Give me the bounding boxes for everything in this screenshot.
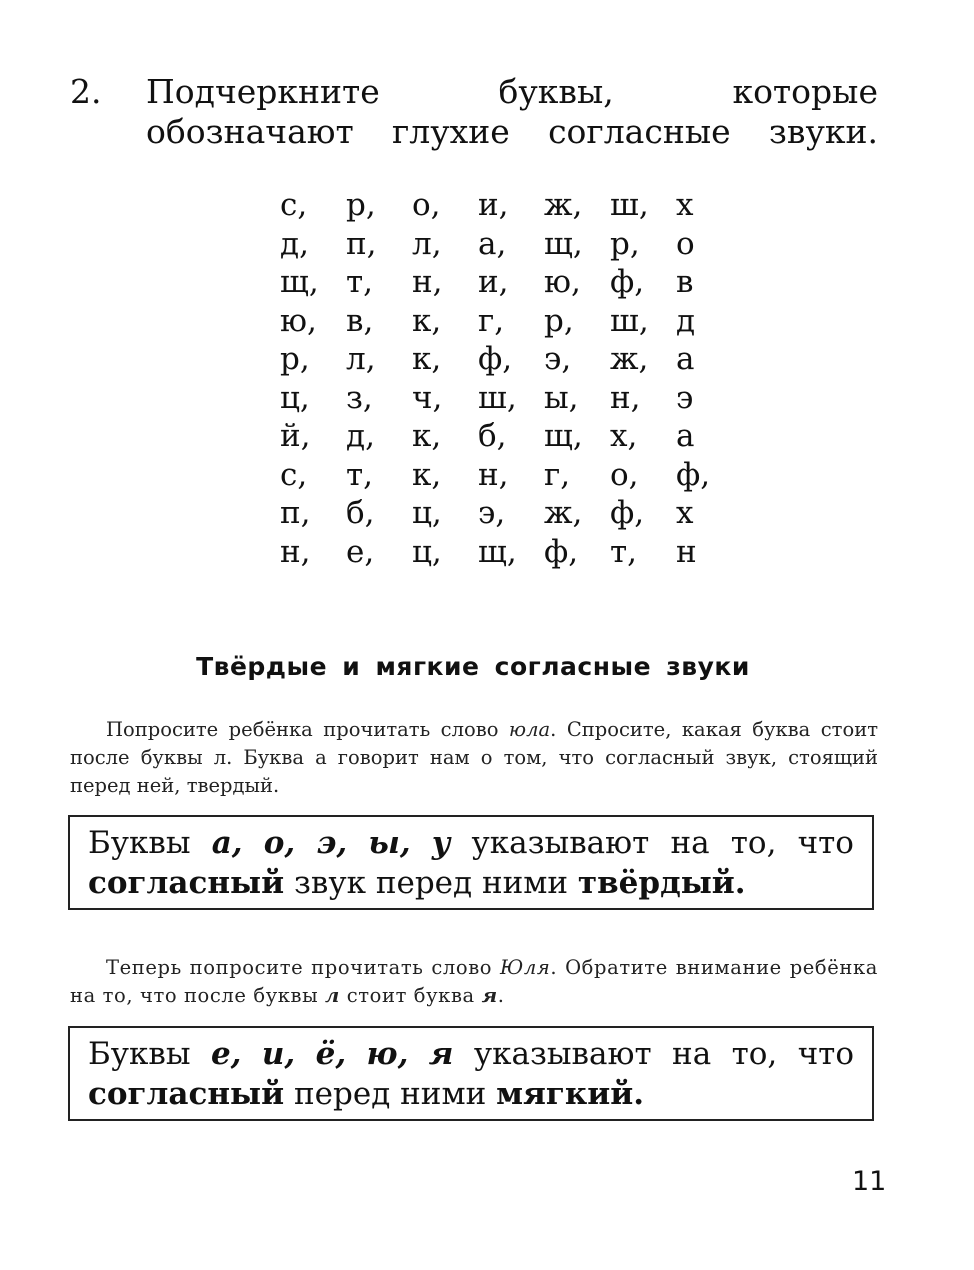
rule-box-soft [68,1026,874,1121]
vowel-letter: у [431,825,451,861]
letter-cell[interactable]: ы, [544,379,579,416]
letter-grid-row [280,417,742,456]
letter-cell[interactable]: и, [478,264,509,300]
rule-line-2: согласный звук перед ними твёрдый. [88,865,746,901]
section-title: Твёрдые и мягкие согласные звуки [196,652,750,681]
letter-cell[interactable]: р, [610,225,640,262]
letter-cell[interactable]: щ, [544,225,583,262]
letter-cell[interactable]: в, [346,302,374,339]
letter-cell[interactable]: р, [280,341,310,377]
letter-cell[interactable]: и, [478,187,509,223]
vowel-letter: э, [316,825,348,861]
instruction-word: обозначают [146,112,354,151]
letter-cell[interactable]: щ, [280,264,319,300]
letter-cell[interactable]: а, [478,225,507,262]
instruction-word: глухие [392,112,510,151]
rule-box-hard [68,815,874,910]
instruction-word: Подчеркните [146,72,380,111]
instruction-word: согласные [548,112,731,151]
letter-grid-row [280,340,742,379]
letter-cell[interactable]: а [676,418,695,454]
letter-cell[interactable]: д, [280,225,309,262]
vowel-letter: ю, [366,1036,409,1072]
letter-cell[interactable]: л, [346,341,376,377]
letter-cell[interactable]: щ, [544,418,583,454]
vowel-letter: я [428,1036,454,1072]
page-number: 11 [852,1166,887,1197]
letter-cell[interactable]: к, [412,341,442,377]
letter-cell[interactable]: ш, [610,302,649,339]
vowel-letter: е, [210,1036,242,1072]
letter-cell[interactable]: ц, [412,495,442,531]
letter-cell[interactable]: х [676,187,694,223]
instruction-word: которые [732,72,878,111]
letter-grid-row [280,302,742,341]
letter-cell[interactable]: ц, [280,379,310,416]
letter-cell[interactable]: э, [478,495,506,531]
letter-cell[interactable]: э [676,379,694,416]
letter-cell[interactable]: ф, [610,264,645,300]
letter-cell[interactable]: ф, [544,533,579,570]
letter-cell[interactable]: н, [280,533,311,570]
instruction-word: звуки. [768,112,878,151]
letter-cell[interactable]: х [676,495,694,531]
letter-cell[interactable]: ю, [280,302,317,339]
exercise-instruction-line-2 [146,112,878,152]
letter-cell[interactable]: ф, [610,495,645,531]
vowel-letter: а, [211,825,243,861]
letter-cell[interactable]: н, [478,456,509,493]
letter-cell[interactable]: а [676,341,695,377]
letter-cell[interactable]: т, [610,533,638,570]
letter-grid-row [280,494,742,533]
vowel-letter: о, [263,825,296,861]
letter-grid-row [280,186,742,225]
letter-cell[interactable]: н, [412,264,443,300]
letter-cell[interactable]: к, [412,302,442,339]
letter-cell[interactable]: п, [280,495,311,531]
parent-instruction-2: Теперь попросите прочитать слово Юля. Обратите внимание ребёнка на то, что после буквы л стоит буква я. [70,956,879,1007]
rule-line-1: Буквы а, о, э, ы, у указывают на то, что [88,825,854,861]
letter-cell[interactable]: т, [346,264,374,300]
letter-cell[interactable]: й, [280,418,311,454]
letter-cell[interactable]: ж, [544,187,583,223]
letter-cell[interactable]: х, [610,418,638,454]
letter-cell[interactable]: ф, [676,456,711,493]
letter-ya: я [481,984,498,1007]
letter-cell[interactable]: г, [544,456,571,493]
vowel-letter: ы, [368,825,411,861]
letter-grid-row [280,533,742,572]
letter-cell[interactable]: о, [412,187,441,223]
letter-cell[interactable]: т, [346,456,374,493]
letter-cell[interactable]: д [676,302,696,339]
letter-cell[interactable]: ш, [478,379,517,416]
rule-line-2: согласный перед ними мягкий. [88,1076,645,1112]
exercise-number: 2. [70,72,102,111]
letter-cell[interactable]: щ, [478,533,517,570]
letter-cell[interactable]: н, [610,379,641,416]
letter-cell[interactable]: к, [412,418,442,454]
letter-cell[interactable]: р, [544,302,574,339]
vowel-letter: ё, [315,1036,347,1072]
letter-cell[interactable]: э, [544,341,572,377]
letter-cell[interactable]: в [676,264,694,300]
letter-cell[interactable]: ц, [412,533,442,570]
exercise-instruction-line-1 [146,72,878,112]
letter-grid-row [280,379,742,418]
example-word: Юля [500,956,551,979]
letter-cell[interactable]: с, [280,456,308,493]
letter-cell[interactable]: к, [412,456,442,493]
example-word: юла [508,718,551,741]
letter-cell[interactable]: д, [346,418,375,454]
letter-grid [280,186,742,571]
letter-cell[interactable]: е, [346,533,375,570]
letter-cell[interactable]: ш, [610,187,649,223]
letter-l: л [325,984,340,1007]
parent-instruction-1: Попросите ребёнка прочитать слово юла. Спросите, какая буква стоит после буквы л. Буква а говорит нам о том, что согласный звук, стоящий перед ней, твердый. [70,718,878,797]
letter-cell[interactable]: ю, [544,264,581,300]
letter-cell[interactable]: р, [346,187,376,223]
letter-cell[interactable]: п, [346,225,377,262]
letter-cell[interactable]: ф, [478,341,513,377]
vowel-letter: и, [261,1036,296,1072]
rule-line-1: Буквы е, и, ё, ю, я указывают на то, что [88,1036,854,1072]
letter-cell[interactable]: ж, [544,495,583,531]
letter-cell[interactable]: г, [478,302,505,339]
letter-cell[interactable]: ч, [412,379,443,416]
instruction-word: буквы, [498,72,614,111]
letter-cell[interactable]: о, [610,456,639,493]
letter-cell[interactable]: о [676,225,695,262]
letter-grid-row [280,225,742,264]
letter-cell[interactable]: ж, [610,341,649,377]
letter-cell[interactable]: н [676,533,697,570]
letter-cell[interactable]: с, [280,187,308,223]
letter-cell[interactable]: л, [412,225,442,262]
letter-cell[interactable]: б, [478,418,507,454]
letter-grid-row [280,456,742,495]
letter-grid-row [280,263,742,302]
letter-cell[interactable]: з, [346,379,373,416]
letter-cell[interactable]: б, [346,495,375,531]
